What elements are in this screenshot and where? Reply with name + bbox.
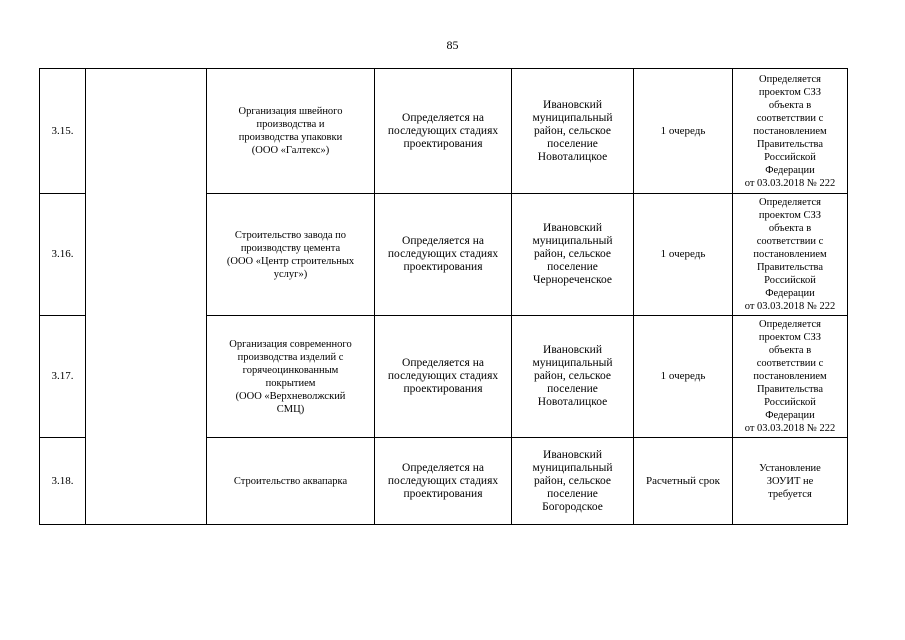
object-name-line: СМЦ) [276, 403, 305, 415]
parameters-line: последующих стадиях [387, 370, 499, 382]
row-number-cell: 3.16. [40, 194, 86, 316]
location-line: район, сельское [533, 474, 612, 487]
location-line: Новоталицкое [537, 396, 608, 408]
object-name-line: производства изделий с [237, 351, 344, 363]
parameters-cell [375, 316, 512, 438]
object-name-line: производству цемента [240, 242, 341, 254]
location-cell [512, 316, 634, 438]
location-line: поселение [547, 261, 598, 273]
parameters-line: проектирования [403, 383, 483, 395]
zone-line: Определяется [759, 197, 821, 208]
location-line: Ивановский [543, 98, 602, 111]
object-name-line: производства упаковки [238, 132, 343, 143]
queue-cell: 1 очередь [634, 69, 733, 194]
zone-line: Российской [764, 397, 816, 408]
zone-line: постановлением [753, 249, 827, 260]
location-line: муниципальный [532, 357, 613, 369]
location-line: район, сельское [533, 124, 612, 137]
location-line: муниципальный [532, 235, 613, 247]
location-cell [512, 69, 634, 194]
object-name-line: (ООО «Центр строительных [226, 255, 355, 267]
zone-line: объекта в [768, 99, 812, 111]
zoning-table [39, 68, 848, 525]
parameters-line: Определяется на [402, 461, 484, 474]
zone-line: постановлением [753, 371, 827, 382]
zone-line: соответствии с [756, 112, 824, 124]
location-line: муниципальный [532, 461, 613, 474]
zone-line: Правительства [756, 384, 824, 395]
object-name-line: услуг») [273, 268, 308, 280]
zone-line: Правительства [756, 262, 824, 273]
zone-line: от 03.03.2018 № 222 [744, 301, 836, 312]
row-number-cell: 3.15. [40, 69, 86, 194]
table-row [40, 69, 848, 194]
zone-cell [733, 69, 848, 194]
merged-blank-cell [86, 69, 207, 525]
parameters-line: проектирования [403, 487, 483, 500]
object-name-line: горячеоцинкованным [242, 364, 339, 376]
row-number-cell: 3.18. [40, 438, 86, 525]
object-name-line: Организация швейного [238, 106, 343, 117]
location-line: муниципальный [532, 111, 613, 124]
zone-cell [733, 438, 848, 525]
zone-line: объекта в [768, 345, 812, 356]
object-name-line: (ООО «Галтекс») [251, 145, 330, 156]
location-line: Новоталицкое [537, 150, 608, 163]
row-number-cell: 3.17. [40, 316, 86, 438]
parameters-line: последующих стадиях [387, 474, 499, 487]
zone-line: ЗОУИТ не [766, 475, 814, 487]
object-name-cell [207, 316, 375, 438]
location-line: Ивановский [543, 448, 602, 461]
object-name-cell [207, 69, 375, 194]
parameters-cell [375, 69, 512, 194]
parameters-line: Определяется на [402, 235, 484, 247]
location-line: Ивановский [543, 222, 602, 234]
parameters-cell [375, 194, 512, 316]
zone-line: Федерации [765, 288, 815, 299]
location-line: поселение [547, 137, 598, 150]
queue-cell: 1 очередь [634, 316, 733, 438]
zone-line: проектом СЗЗ [758, 332, 822, 343]
zone-cell [733, 194, 848, 316]
zone-cell [733, 316, 848, 438]
location-line: Ивановский [543, 344, 602, 356]
zone-line: соответствии с [756, 358, 824, 369]
parameters-line: проектирования [403, 261, 483, 273]
zone-line: проектом СЗЗ [758, 210, 822, 221]
queue-cell: 1 очередь [634, 194, 733, 316]
zone-line: постановлением [753, 125, 827, 137]
zone-line: Российской [764, 275, 816, 286]
location-cell [512, 438, 634, 525]
zone-line: соответствии с [756, 236, 824, 247]
zone-line: Российской [764, 151, 816, 163]
parameters-line: проектирования [403, 137, 483, 150]
zone-line: требуется [768, 488, 812, 500]
object-name-line: покрытием [265, 377, 316, 389]
object-name-cell [207, 194, 375, 316]
location-line: поселение [547, 487, 598, 500]
parameters-line: последующих стадиях [387, 248, 499, 260]
object-name-line: Организация современного [229, 338, 352, 350]
location-line: Богородское [542, 500, 603, 513]
location-line: район, сельское [533, 248, 612, 260]
object-name-line: Строительство аквапарка [233, 475, 348, 487]
location-line: район, сельское [533, 370, 612, 382]
zone-line: Установление [759, 462, 821, 474]
parameters-line: Определяется на [402, 357, 484, 369]
parameters-line: Определяется на [402, 111, 484, 124]
zone-line: от 03.03.2018 № 222 [744, 423, 836, 434]
parameters-line: последующих стадиях [387, 124, 499, 137]
object-name-line: Строительство завода по [234, 229, 347, 241]
object-name-cell [207, 438, 375, 525]
location-line: Чернореченское [533, 274, 612, 286]
page-number: 85 [446, 38, 459, 52]
zone-line: от 03.03.2018 № 222 [744, 177, 836, 189]
zone-line: Федерации [765, 164, 815, 176]
zone-line: Федерации [765, 410, 815, 421]
object-name-line: (ООО «Верхневолжский [235, 390, 346, 402]
location-line: поселение [547, 383, 598, 395]
object-name-line: производства и [256, 119, 325, 130]
zone-line: объекта в [768, 223, 812, 234]
queue-cell: Расчетный срок [634, 438, 733, 525]
parameters-cell [375, 438, 512, 525]
zone-line: Определяется [759, 319, 821, 330]
location-cell [512, 194, 634, 316]
zone-line: проектом СЗЗ [758, 86, 822, 98]
zone-line: Определяется [759, 73, 821, 85]
zone-line: Правительства [756, 138, 824, 150]
